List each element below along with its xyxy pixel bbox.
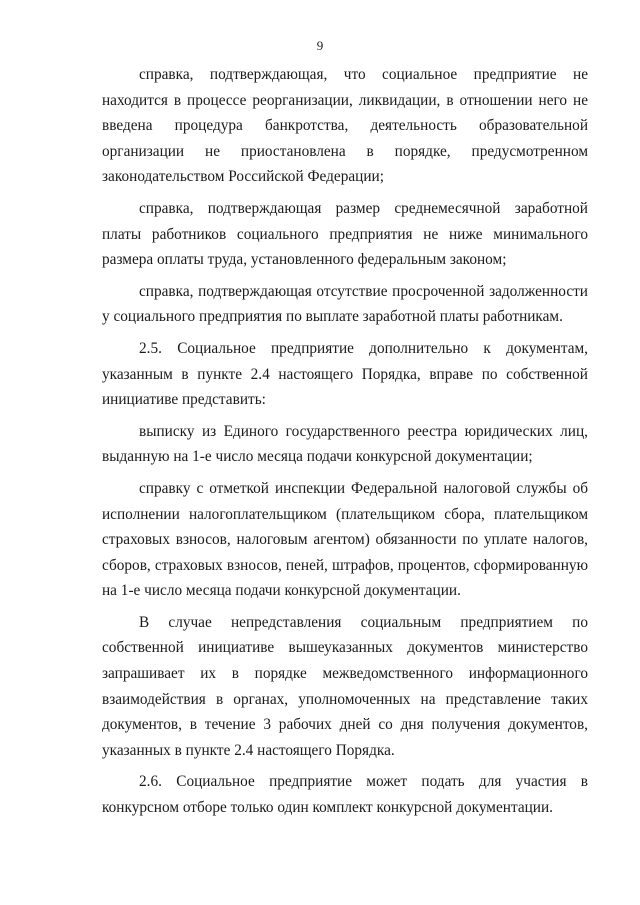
paragraph-certificate-no-reorganization: справка, подтверждающая, что социальное предприятие не находится в процессе реорганизации, ликвидации, в отношении него не введена процедура банкротства, деятельность образовательной организации не приостановлена в порядке, предусмотренном законодательством Российской Федерации; (102, 66, 588, 186)
page-number: 9 (316, 38, 324, 53)
paragraph-tax-certificate: справку с отметкой инспекции Федеральной налоговой службы об исполнении налогоплательщиком (плательщиком сбора, плательщиком страховых взносов, налоговым агентом) обязанности по уплате налогов, сборов, страховых взносов, пеней, штрафов, процентов, сформированную на 1-е число месяца подачи конкурсной документации. (102, 479, 588, 600)
document-body (102, 62, 588, 827)
paragraph-interagency-request: В случае непредставления социальным предприятием по собственной инициативе вышеуказанных документов министерство запрашивает их в порядке межведомственного информационного взаимодействия в органах, уполномоченных на представление таких документов, в течение 3 рабочих дней со дня получения документов, указанных в пункте 2.4 настоящего Порядка. (102, 613, 588, 759)
paragraph-clause-2-6: 2.6. Социальное предприятие может подать для участия в конкурсном отборе только один комплект конкурсной документации. (102, 773, 588, 817)
paragraph-certificate-average-salary: справка, подтверждающая размер среднемесячной заработной платы работников социального предприятия не ниже минимального размера оплаты труда, установленного федеральным законом; (102, 199, 588, 269)
paragraph-certificate-no-wage-arrears: справка, подтверждающая отсутствие просроченной задолженности у социального предприятия по выплате заработной платы работникам. (102, 282, 588, 326)
paragraph-egrul-extract: выписку из Единого государственного реестра юридических лиц, выданную на 1-е число месяца подачи конкурсной документации; (102, 422, 588, 466)
paragraph-clause-2-5: 2.5. Социальное предприятие дополнительно к документам, указанным в пункте 2.4 настоящего Порядка, вправе по собственной инициативе представить: (102, 339, 588, 409)
